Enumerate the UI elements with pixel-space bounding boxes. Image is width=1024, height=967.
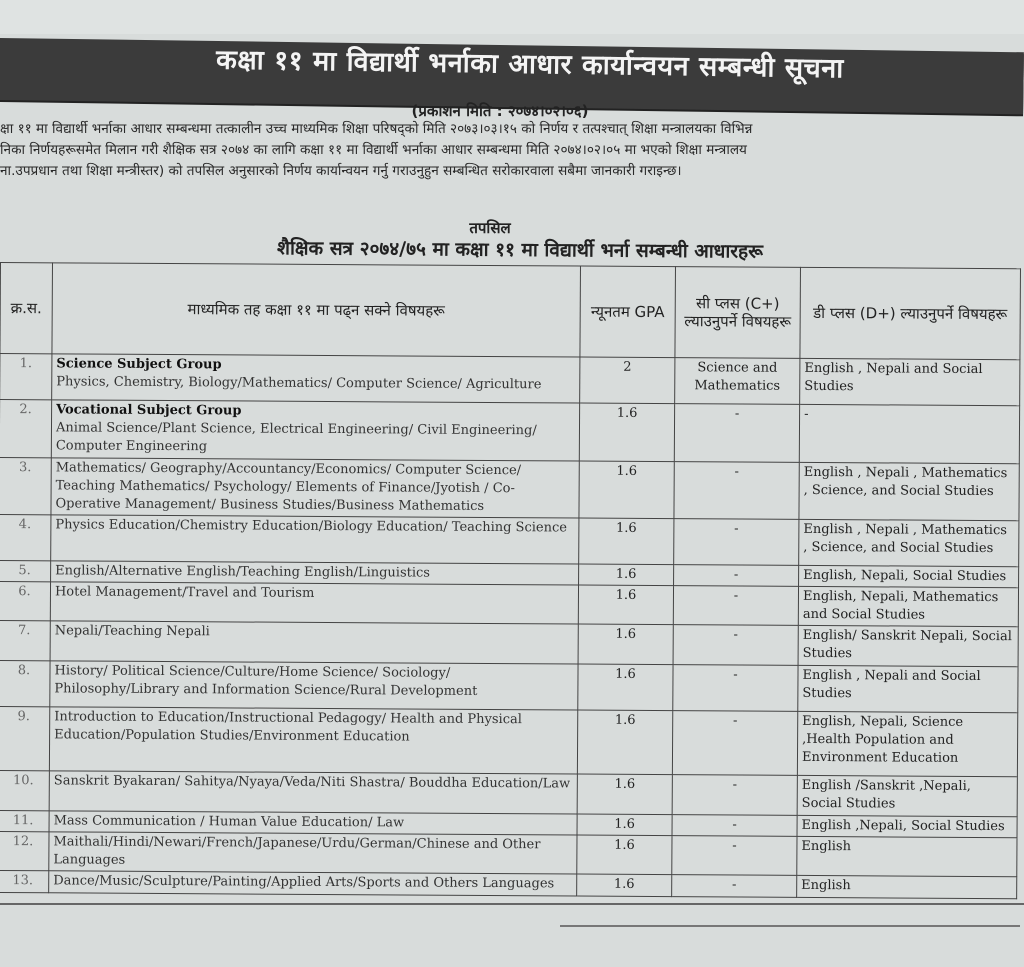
table-title: शैक्षिक सत्र २०७४/७५ मा कक्षा ११ मा विद्यार्थी भर्ना सम्बन्धी आधारहरू bbox=[276, 237, 764, 263]
row-serial: 13. bbox=[0, 870, 49, 892]
row-serial: 10. bbox=[0, 770, 49, 810]
table-header-row bbox=[0, 263, 1020, 360]
row-serial: 8. bbox=[0, 660, 50, 706]
row-subjects-cell bbox=[51, 458, 579, 518]
row-min-gpa: 1.6 bbox=[577, 774, 672, 815]
row-dplus-subjects: English, Nepali, Science ,Health Population and Environment Education bbox=[797, 711, 1017, 776]
row-serial: 12. bbox=[0, 831, 49, 870]
row-cplus-subjects: - bbox=[674, 565, 799, 587]
row-subjects-cell bbox=[51, 515, 579, 564]
row-serial: 1. bbox=[0, 354, 52, 400]
subject-list: Mass Communication / Human Value Education/ Law bbox=[53, 813, 405, 831]
row-subjects-cell bbox=[50, 661, 578, 710]
subject-list: History/ Political Science/Culture/Home Science/ Sociology/ Philosophy/Library and Information Science/Rural Development bbox=[54, 663, 478, 699]
row-cplus-subjects: - bbox=[672, 875, 797, 898]
notice-paragraph bbox=[0, 119, 1024, 182]
subject-list: Mathematics/ Geography/Accountancy/Economics/ Computer Science/ Teaching Mathematics/ Psychology/ Elements of Finance/Jyotish / Co-Operative Management/ Business Studies/Business Mathematics bbox=[55, 460, 522, 514]
admission-criteria-table bbox=[0, 262, 1021, 899]
subject-list: Introduction to Education/Instructional Pedagogy/ Health and Physical Education/Population Studies/Environment Education bbox=[54, 709, 522, 745]
row-dplus-subjects: English , Nepali and Social Studies bbox=[798, 665, 1018, 712]
row-min-gpa: 1.6 bbox=[579, 461, 674, 519]
notice-title: कक्षा ११ मा विद्यार्थी भर्नाका आधार कार्यान्वयन सम्बन्धी सूचना bbox=[215, 44, 845, 85]
row-dplus-subjects: English, Nepali, Mathematics and Social Studies bbox=[798, 586, 1018, 626]
row-min-gpa: 1.6 bbox=[578, 585, 673, 625]
row-subjects-cell bbox=[49, 832, 577, 874]
row-cplus-subjects: - bbox=[673, 665, 798, 712]
row-min-gpa: 1.6 bbox=[577, 874, 672, 897]
bottom-divider bbox=[0, 903, 1024, 905]
table-row bbox=[0, 770, 1017, 816]
table-row bbox=[0, 400, 1020, 464]
table-row bbox=[0, 660, 1018, 712]
row-min-gpa: 1.6 bbox=[577, 710, 672, 775]
paragraph-line: निका निर्णयहरूसमेत मिलान गरी शैक्षिक सत्र २०७४ का लागि कक्षा ११ मा विद्यार्थी भर्नाका आधार सम्बन्धमा मिति २०७४।०२।०५ मा भएको शिक्षा मन्त्रालय bbox=[0, 142, 747, 158]
admission-table-wrap bbox=[0, 262, 1022, 899]
row-dplus-subjects: English/ Sanskrit Nepali, Social Studies bbox=[798, 625, 1018, 666]
row-subjects-cell bbox=[51, 400, 579, 461]
row-dplus-subjects: English /Sanskrit ,Nepali, Social Studies bbox=[797, 775, 1017, 816]
subject-group-title: Vocational Subject Group bbox=[56, 402, 242, 419]
table-body bbox=[0, 354, 1020, 899]
row-serial: 3. bbox=[0, 457, 51, 514]
header-cplus-subjects: सी प्लस (C+) ल्याउनुपर्ने विषयहरू bbox=[675, 267, 801, 359]
subject-list: Dance/Music/Sculpture/Painting/Applied Arts/Sports and Others Languages bbox=[53, 873, 555, 892]
row-subjects-cell bbox=[50, 621, 578, 664]
subject-list: Animal Science/Plant Science, Electrical Engineering/ Civil Engineering/ Computer Engineering bbox=[55, 420, 537, 455]
row-cplus-subjects: - bbox=[674, 519, 799, 566]
row-dplus-subjects: English , Nepali and Social Studies bbox=[800, 358, 1020, 405]
table-row bbox=[0, 581, 1019, 626]
row-min-gpa: 1.6 bbox=[578, 624, 673, 665]
schedule-label: तपसिल bbox=[469, 219, 511, 237]
header-dplus-subjects: डी प्लस (D+) ल्याउनुपर्ने विषयहरू bbox=[800, 267, 1021, 359]
table-row bbox=[0, 457, 1019, 520]
table-row bbox=[0, 354, 1020, 406]
row-min-gpa: 1.6 bbox=[579, 564, 674, 586]
subject-group-title: Science Subject Group bbox=[56, 356, 222, 373]
row-dplus-subjects: English , Nepali , Mathematics , Science, and Social Studies bbox=[799, 519, 1019, 566]
row-cplus-subjects: - bbox=[674, 462, 799, 520]
row-subjects-cell bbox=[52, 354, 580, 403]
header-subjects: माध्यमिक तह कक्षा ११ मा पढ्न सक्ने विषयहरू bbox=[52, 263, 581, 357]
row-dplus-subjects: English ,Nepali, Social Studies bbox=[797, 815, 1017, 837]
paragraph-line: क्षा ११ मा विद्यार्थी भर्नाका आधार सम्बन्धमा तत्कालीन उच्च माध्यमिक शिक्षा परिषद्को मिति २०७३।०३।१५ को निर्णय र तत्पश्चात् शिक्षा मन्त्रालयका विभिन्न bbox=[0, 121, 753, 137]
paragraph-line: ना.उपप्रधान तथा शिक्षा मन्त्रीस्तर) को तपसिल अनुसारको निर्णय कार्यान्वयन गर्नु गराउनुहुन सम्बन्धित सरोकारवाला सबैमा जानकारी गराइन्छ। bbox=[0, 163, 682, 179]
row-subjects-cell bbox=[49, 871, 577, 896]
row-dplus-subjects: English, Nepali, Social Studies bbox=[799, 565, 1019, 587]
row-subjects-cell bbox=[49, 771, 577, 814]
row-cplus-subjects: - bbox=[672, 775, 797, 816]
row-serial: 2. bbox=[0, 400, 52, 458]
subject-list: Physics, Chemistry, Biology/Mathematics/ Computer Science/ Agriculture bbox=[56, 374, 542, 393]
row-min-gpa: 1.6 bbox=[579, 518, 674, 565]
row-min-gpa: 1.6 bbox=[577, 814, 672, 836]
row-cplus-subjects: - bbox=[672, 815, 797, 837]
table-row bbox=[0, 620, 1018, 666]
row-cplus-subjects: - bbox=[672, 711, 797, 776]
table-row bbox=[0, 514, 1019, 566]
row-serial: 6. bbox=[0, 581, 51, 620]
row-cplus-subjects: Science and Mathematics bbox=[675, 358, 800, 405]
row-min-gpa: 1.6 bbox=[579, 403, 674, 462]
row-cplus-subjects: - bbox=[673, 625, 798, 666]
row-dplus-subjects: - bbox=[799, 404, 1019, 463]
row-dplus-subjects: English , Nepali , Mathematics , Science, and Social Studies bbox=[799, 462, 1019, 520]
subject-list: Maithali/Hindi/Newari/French/Japanese/Urdu/German/Chinese and Other Languages bbox=[53, 834, 541, 868]
bottom-divider-short bbox=[560, 925, 1020, 927]
row-min-gpa: 1.6 bbox=[577, 835, 672, 875]
row-serial: 11. bbox=[0, 810, 49, 831]
subject-list: English/Alternative English/Teaching English/Linguistics bbox=[55, 563, 431, 581]
subject-list: Nepali/Teaching Nepali bbox=[54, 623, 210, 640]
table-row bbox=[0, 831, 1017, 876]
row-serial: 7. bbox=[0, 620, 50, 660]
header-min-gpa: न्यूनतम GPA bbox=[580, 266, 676, 358]
top-margin bbox=[0, 0, 1024, 34]
subject-list: Sanskrit Byakaran/ Sahitya/Nyaya/Veda/Niti Shastra/ Bouddha Education/Law bbox=[53, 773, 571, 792]
row-serial: 9. bbox=[0, 706, 50, 770]
table-row bbox=[0, 706, 1018, 776]
row-dplus-subjects: English bbox=[797, 875, 1017, 898]
subject-list: Hotel Management/Travel and Tourism bbox=[54, 584, 315, 601]
header-serial: क्र.स. bbox=[0, 263, 52, 354]
row-serial: 4. bbox=[0, 514, 51, 560]
row-subjects-cell bbox=[50, 582, 578, 624]
subject-list: Physics Education/Chemistry Education/Biology Education/ Teaching Science bbox=[55, 517, 568, 536]
row-serial: 5. bbox=[0, 560, 51, 581]
row-subjects-cell bbox=[49, 707, 577, 774]
row-cplus-subjects: - bbox=[672, 836, 797, 876]
row-cplus-subjects: - bbox=[674, 404, 799, 463]
row-min-gpa: 2 bbox=[580, 357, 675, 404]
row-min-gpa: 1.6 bbox=[578, 664, 673, 711]
publication-date: (प्रकाशन मिति : २०७४।०२।०६) bbox=[411, 102, 589, 120]
row-dplus-subjects: English bbox=[797, 836, 1017, 876]
row-cplus-subjects: - bbox=[673, 586, 798, 626]
